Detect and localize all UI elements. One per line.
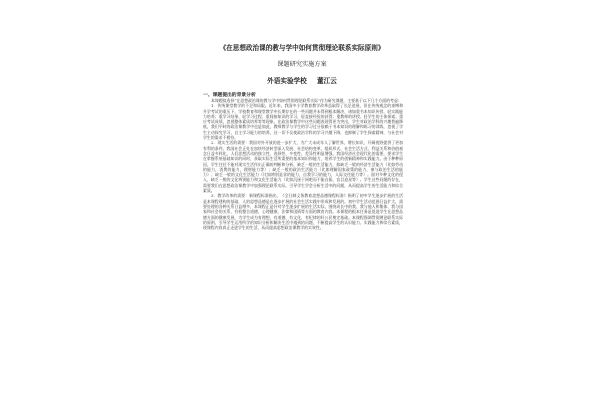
body-paragraph: 3．教学改革的需要：新课程标准指出，《全日制义务教育思想品德课程标准》指明了初中学生逐步扩展的生活是本课程建构的基础，人的思想品德是在逐步扩展的社会生活实践中形成和发展的。初中学生活动范围日益扩大，需要处理的各种关系日益增多，本课程正是针对学生逐步扩展的生活实际，围绕成长中的我、我与他人和集体、我与国家和社会的关系，有机整合道德、心理健康、法律和国情等方面的教育内容。本课程的根本任务是促进学生在思想品德方面的健康发展，为学生成为有理想、有道德、有文化、有纪律的好公民奠定基础。本课程强调贯彻理论联系实际的原则，引导学生运用所学的知识分析和解决生活中遇到的问题，不断提高学生的认识能力、实践能力和综合素质，使课程内容真正走进学生的生活，从而提高思想政治课教学的实效性。 [203, 193, 403, 231]
document-body [203, 98, 403, 230]
author-name: 董江云 [317, 77, 337, 85]
section-heading: 一、课题提出的背景分析 [203, 92, 256, 98]
body-paragraph: 2．现实生活的需要：我国对外开放的进一步扩大，为广大未成年人了解世界，增长知识，开阔视野提供了更加有利的条件。我国社会正处在加快经济转型深入发展、社会结构变革、组织形式、社会生活方式、利益关系和价值观念日益多样化，人们思想活动的独立性、选择性、多变性、差异性明显增强。我国经济社会现代化的需要，要求学生在掌握系统基础知识的同时，获取实际生活所需要的基本知识和能力，培养学生的创新精神和实践能力。由于种种原因，学生往往不能对现实生活作出正确的判断和分析，缺乏一般的生活能力，如缺乏一般的经济生活能力（比如劳动的能力，消费的能力，理财能力等）；缺乏一般的政治生活能力（比如理解国家政策的能力，参与政治生活的能力）；缺乏一般的文化生活能力（比如辨别是非的能力，自我学习的能力，人际交往能力等）。面对多种文化的侵入，缺乏一般的文化辨别能力和文化生活能力（比如沉迷于网吧而不能自拔，盲目追星等）。学生这些问题的存在，需要我们在思想政治课教学中加强理论联系实际，引导学生学会分析生活中的问题，从而提高学生的生活能力和综合素质。 [203, 140, 403, 194]
document-subtitle: 课题研究实施方案 [277, 61, 327, 68]
document-title: 《在思想政治课的教与学中如何贯彻理论联系实际原则》 [219, 44, 385, 52]
body-paragraph: 本课题拟选择“在思想政治课的教与学中如何贯彻理论联系实际”作为研究课题，主要基于以下几个方面的考虑： [211, 98, 402, 103]
school-name: 外语实验学校 [267, 77, 307, 85]
body-paragraph: 1．传统课堂教学的不足和局限。近年来，我国中小学教育教学改革虽取得了长足进展，但在传统观念的束缚和升学考试的重压下，学校教育和课堂教学中长期存在的一些问题并未得到根本解决，诸如重书本知识传授、轻实践能力培养；重学习结果、轻学习过程；重间接知识的学习，轻直接经验的获得；重教师的讲授、轻学生的主体探索；重应考试成绩，忽视整体素质培养等等现象。在政治课教学中这些问题表现得更为突出，学生对政治学科的兴趣普遍降低，我们平时的政治课教学中也是如此，教师教学与学生的学习过分依赖于书本知识的理解和练习的训练，忽视了学生主动探究学习、自主学习能力的培养，这一切不仅使政治学科的学习兴趣下降，也抑制了学生探索精神，与社会对学生的需求不相符。 [203, 103, 403, 141]
author-line [188, 75, 416, 85]
document-page [188, 30, 416, 390]
